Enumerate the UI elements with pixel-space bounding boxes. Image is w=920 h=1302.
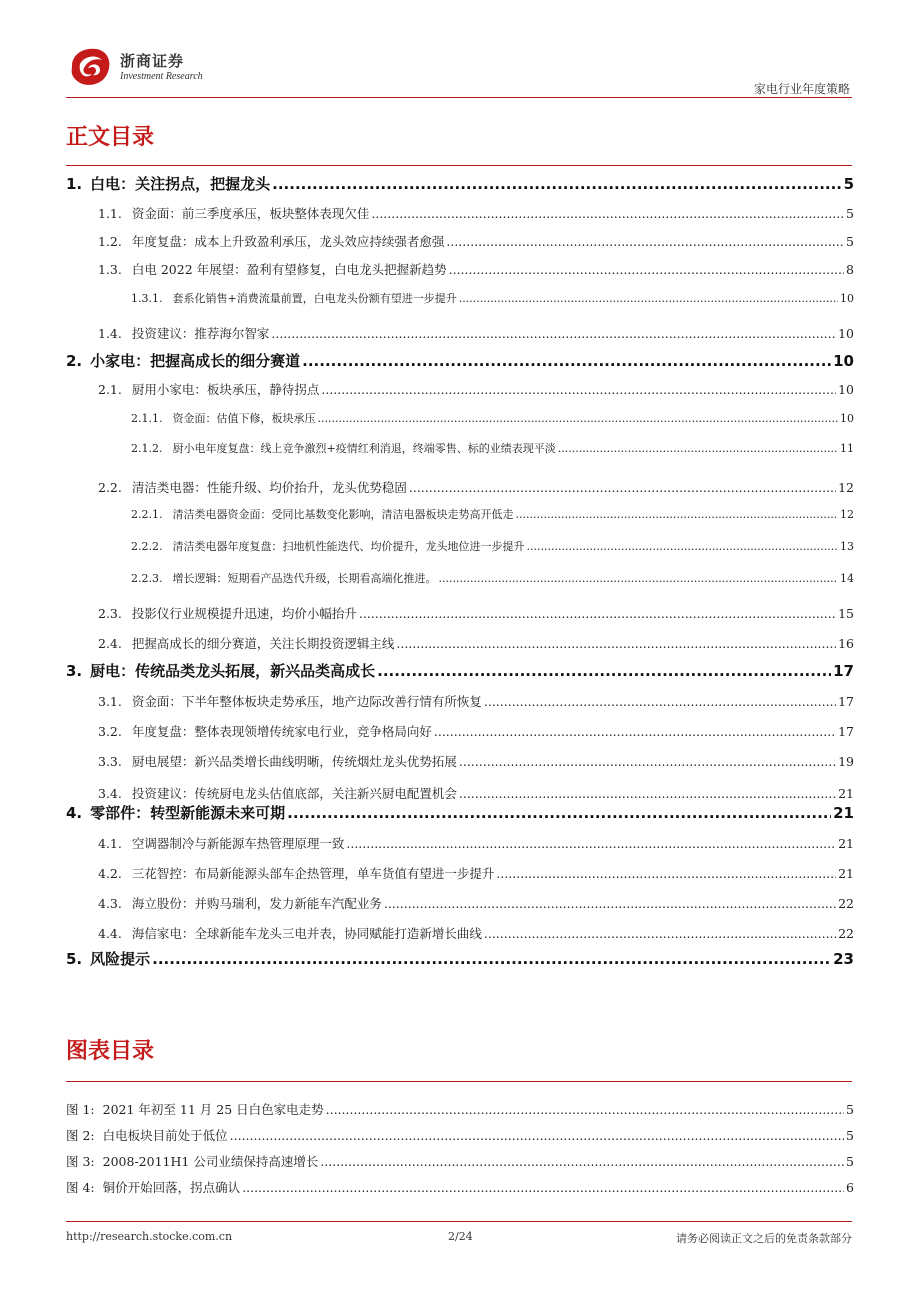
toc-entry-label: 投影仪行业规模提升迅速，均价小幅抬升: [131, 606, 357, 621]
toc-entry-label: 把握高成长的细分赛道，关注长期投资逻辑主线: [131, 636, 395, 651]
toc-entry-number: 2.2.1.: [131, 508, 163, 521]
toc-entry-page: 11: [840, 442, 854, 455]
toc-entry-label: 清洁类电器年度复盘：扫地机性能迭代、均价提升，龙头地位进一步提升: [172, 540, 525, 553]
toc-entry-label: 白电 2022 年展望：盈利有望修复，白电龙头把握新趋势: [131, 262, 447, 277]
toc-entry[interactable]: [66, 660, 854, 681]
footer-disclaimer: 请务必阅读正文之后的免责条款部分: [676, 1232, 852, 1245]
toc-entry[interactable]: [66, 350, 854, 371]
figure-entry-page: 6: [846, 1180, 854, 1195]
toc-title-divider: [66, 165, 852, 166]
brand-subtitle: Investment Research: [120, 71, 203, 82]
toc-title: 正文目录: [66, 125, 155, 150]
toc-entry-number: 2.3.: [98, 606, 122, 621]
toc-entry-label: 资金面：估值下修，板块承压: [172, 412, 316, 425]
toc-entry-number: 2.4.: [98, 636, 122, 651]
leader-dots: [409, 480, 836, 495]
toc-entry-label: 清洁类电器资金面：受同比基数变化影响，清洁电器板块走势高开低走: [172, 508, 514, 521]
toc-entry[interactable]: [98, 692, 854, 710]
toc-entry-page: 21: [838, 866, 854, 881]
toc-entry-page: 15: [838, 606, 854, 621]
toc-entry-number: 2.2.2.: [131, 540, 163, 553]
leader-dots: [459, 754, 836, 769]
figure-entry[interactable]: [66, 1152, 854, 1170]
leader-dots: [346, 836, 836, 851]
toc-entry-number: 2.: [66, 352, 83, 370]
leader-dots: [496, 866, 836, 881]
leader-dots: [527, 540, 839, 553]
toc-entry-page: 21: [833, 804, 854, 822]
toc-entry[interactable]: [98, 784, 854, 802]
toc-entry-page: 5: [846, 206, 854, 221]
toc-entry[interactable]: [98, 324, 854, 342]
leader-dots: [242, 1180, 844, 1195]
toc-entry-label: 白电：关注拐点，把握龙头: [90, 175, 271, 193]
toc-entry[interactable]: [66, 173, 854, 194]
toc-entry-number: 2.2.3.: [131, 572, 163, 585]
leader-dots: [359, 606, 836, 621]
toc-entry-page: 10: [838, 326, 854, 341]
figure-entry[interactable]: [66, 1100, 854, 1118]
leader-dots: [484, 694, 836, 709]
brand-name: 浙商证券: [120, 52, 185, 70]
toc-entry[interactable]: [98, 894, 854, 912]
document-type: 家电行业年度策略: [753, 82, 850, 96]
toc-entry-page: 21: [838, 786, 854, 801]
leader-dots: [318, 412, 839, 425]
leader-dots: [459, 292, 838, 305]
toc-entry-number: 2.1.2.: [131, 442, 163, 455]
toc-entry-label: 零部件：转型新能源未来可期: [90, 804, 286, 822]
toc-entry-label: 资金面：前三季度承压，板块整体表现欠佳: [131, 206, 370, 221]
toc-entry-number: 3.3.: [98, 754, 122, 769]
figure-entry-number: 图 3:: [66, 1154, 95, 1169]
figure-entry[interactable]: [66, 1126, 854, 1144]
leader-dots: [326, 1102, 844, 1117]
leader-dots: [459, 786, 836, 801]
leader-dots: [321, 382, 836, 397]
toc-entry-number: 5.: [66, 950, 83, 968]
figure-entry-label: 2008-2011H1 公司业绩保持高速增长: [102, 1154, 319, 1169]
figure-entry-page: 5: [846, 1154, 854, 1169]
toc-entry[interactable]: [131, 570, 854, 586]
toc-entry-page: 17: [838, 694, 854, 709]
toc-entry-number: 3.1.: [98, 694, 122, 709]
figure-entry-label: 白电板块目前处于低位: [102, 1128, 228, 1143]
toc-entry[interactable]: [98, 834, 854, 852]
toc-entry-number: 4.3.: [98, 896, 122, 911]
toc-entry-page: 12: [838, 480, 854, 495]
toc-entry[interactable]: [66, 802, 854, 823]
toc-entry-number: 1.3.: [98, 262, 122, 277]
toc-entry-number: 1.: [66, 175, 83, 193]
toc-entry-number: 4.: [66, 804, 83, 822]
toc-entry-number: 3.2.: [98, 724, 122, 739]
toc-entry[interactable]: [98, 864, 854, 882]
leader-dots: [396, 636, 836, 651]
toc-entry-page: 10: [840, 412, 854, 425]
toc-entry[interactable]: [131, 506, 854, 522]
figure-entry-page: 5: [846, 1102, 854, 1117]
toc-entry-number: 4.1.: [98, 836, 122, 851]
toc-entry-label: 风险提示: [90, 950, 151, 968]
toc-entry-number: 1.4.: [98, 326, 122, 341]
leader-dots: [484, 926, 836, 941]
zheshang-logo-icon: [66, 44, 114, 88]
toc-entry-page: 14: [840, 572, 854, 585]
toc-entry-number: 1.1.: [98, 206, 122, 221]
toc-entry-label: 年度复盘：成本上升致盈利承压，龙头效应持续强者愈强: [131, 234, 445, 249]
toc-entry-number: 2.1.1.: [131, 412, 163, 425]
toc-entry[interactable]: [98, 752, 854, 770]
toc-entry-page: 5: [846, 234, 854, 249]
leader-dots: [271, 326, 836, 341]
leader-dots: [302, 352, 831, 370]
toc-entry-label: 厨电展望：新兴品类增长曲线明晰，传统烟灶龙头优势拓展: [131, 754, 457, 769]
toc-entry-label: 海立股份：并购马瑞利，发力新能车汽配业务: [131, 896, 382, 911]
page-header: [66, 40, 852, 96]
toc-entry[interactable]: [98, 380, 854, 398]
toc-entry[interactable]: [98, 232, 854, 250]
toc-entry-page: 13: [840, 540, 854, 553]
figures-title-divider: [66, 1081, 852, 1082]
toc-entry[interactable]: [131, 290, 854, 306]
toc-entry-page: 12: [840, 508, 854, 521]
toc-entry-number: 3.: [66, 662, 83, 680]
toc-entry-number: 1.3.1.: [131, 292, 163, 305]
toc-entry-number: 2.2.: [98, 480, 122, 495]
toc-entry-label: 厨小电年度复盘：线上竞争激烈+疫情红利消退，终端零售、标的业绩表现平淡: [172, 442, 556, 455]
toc-entry[interactable]: [98, 604, 854, 622]
toc-entry[interactable]: [66, 948, 854, 969]
toc-entry-label: 增长逻辑：短期看产品迭代升级，长期看高端化推进。: [172, 572, 437, 585]
figure-entry-number: 图 1:: [66, 1102, 95, 1117]
toc-entry[interactable]: [131, 538, 854, 554]
toc-entry-number: 1.2.: [98, 234, 122, 249]
figure-entry-label: 2021 年初至 11 月 25 日白色家电走势: [102, 1102, 324, 1117]
footer-divider: [66, 1221, 852, 1222]
leader-dots: [439, 572, 839, 585]
footer-url[interactable]: http://research.stocke.com.cn: [66, 1230, 233, 1243]
toc-entry-page: 10: [833, 352, 854, 370]
toc-entry-page: 21: [838, 836, 854, 851]
toc-entry-label: 小家电：把握高成长的细分赛道: [90, 352, 301, 370]
toc-entry-number: 3.4.: [98, 786, 122, 801]
toc-entry-number: 2.1.: [98, 382, 122, 397]
figure-entry-number: 图 4:: [66, 1180, 95, 1195]
leader-dots: [272, 175, 841, 193]
leader-dots: [516, 508, 839, 521]
leader-dots: [320, 1154, 844, 1169]
toc-entry-label: 投资建议：推荐海尔智家: [131, 326, 270, 341]
toc-entry-page: 17: [833, 662, 854, 680]
leader-dots: [449, 262, 844, 277]
toc-entry-page: 5: [843, 175, 854, 193]
toc-entry-label: 清洁类电器：性能升级、均价抬升，龙头优势稳固: [131, 480, 407, 495]
toc-entry-label: 空调器制冷与新能源车热管理原理一致: [131, 836, 345, 851]
leader-dots: [434, 724, 836, 739]
toc-entry-label: 厨电：传统品类龙头拓展，新兴品类高成长: [90, 662, 376, 680]
toc-entry-label: 三花智控：布局新能源头部车企热管理，单车货值有望进一步提升: [131, 866, 495, 881]
toc-entry[interactable]: [98, 478, 854, 496]
toc-entry-page: 23: [833, 950, 854, 968]
toc-entry-page: 19: [838, 754, 854, 769]
toc-entry-label: 套系化销售+消费流量前置，白电龙头份额有望进一步提升: [172, 292, 457, 305]
leader-dots: [371, 206, 844, 221]
toc-entry-page: 22: [838, 926, 854, 941]
toc-entry[interactable]: [98, 260, 854, 278]
toc-entry-number: 4.4.: [98, 926, 122, 941]
leader-dots: [152, 950, 831, 968]
toc-entry-label: 年度复盘：整体表现领增传统家电行业，竞争格局向好: [131, 724, 432, 739]
leader-dots: [446, 234, 844, 249]
figure-entry-number: 图 2:: [66, 1128, 95, 1143]
toc-entry[interactable]: [98, 204, 854, 222]
leader-dots: [558, 442, 838, 455]
toc-entry[interactable]: [98, 722, 854, 740]
toc-entry-page: 10: [840, 292, 854, 305]
toc-entry[interactable]: [131, 410, 854, 426]
toc-entry-page: 17: [838, 724, 854, 739]
toc-entry-page: 16: [838, 636, 854, 651]
header-divider: [66, 97, 852, 98]
figure-entry-page: 5: [846, 1128, 854, 1143]
toc-entry-label: 资金面：下半年整体板块走势承压，地产边际改善行情有所恢复: [131, 694, 482, 709]
toc-entry-label: 投资建议：传统厨电龙头估值底部，关注新兴厨电配置机会: [131, 786, 457, 801]
leader-dots: [377, 662, 831, 680]
leader-dots: [287, 804, 831, 822]
toc-entry-label: 海信家电：全球新能车龙头三电并表，协同赋能打造新增长曲线: [131, 926, 482, 941]
toc-entry[interactable]: [98, 924, 854, 942]
figure-entry[interactable]: [66, 1178, 854, 1196]
toc-entry-page: 8: [846, 262, 854, 277]
toc-entry-page: 10: [838, 382, 854, 397]
toc-entry[interactable]: [131, 440, 854, 456]
figure-entry-label: 铜价开始回落，拐点确认: [102, 1180, 241, 1195]
toc-entry-number: 4.2.: [98, 866, 122, 881]
toc-entry-page: 22: [838, 896, 854, 911]
toc-entry-label: 厨用小家电：板块承压，静待拐点: [131, 382, 320, 397]
leader-dots: [384, 896, 836, 911]
footer-page-number: 2/24: [448, 1230, 473, 1243]
leader-dots: [230, 1128, 844, 1143]
toc-entry[interactable]: [98, 634, 854, 652]
figures-title: 图表目录: [66, 1039, 155, 1064]
